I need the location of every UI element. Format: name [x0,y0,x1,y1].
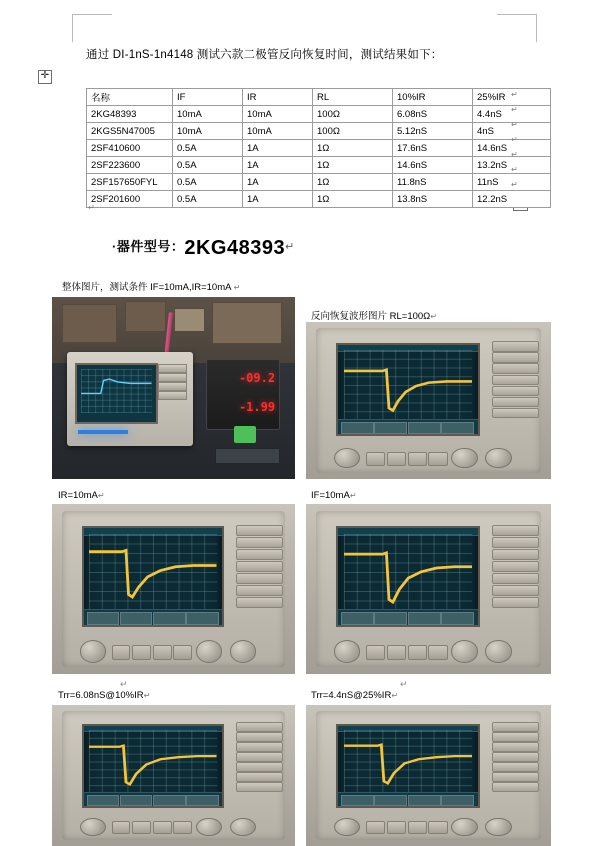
scope-menu-bar [84,609,223,626]
crop-guide-top-right-v [536,14,537,42]
table-header-cell: IR [243,89,313,106]
crop-guide-top-right [497,14,537,15]
table-row [87,191,551,208]
table-cell: 1A [243,140,313,157]
table-cell: 6.08nS [393,106,473,123]
meter-green-indicator [234,426,256,442]
paragraph-mark: ↵ [511,150,518,159]
scope-control-knobs[interactable] [80,813,268,836]
scope-screen [336,724,480,808]
ir-10ma-waveform-photo [52,504,295,674]
table-cell: 0.5A [173,174,243,191]
figure-caption-4: IF=10mA↵ [311,490,357,501]
scope-front-panel [316,511,541,667]
table-cell: 0.5A [173,191,243,208]
meter-reading-bottom: -1.99 [238,399,276,414]
table-cell: 10mA [173,106,243,123]
table-cell: 10mA [243,106,313,123]
table-cell: 12.2nS [473,191,551,208]
bench-box [125,301,166,332]
paragraph-mark: ↵ [400,679,408,689]
table-header-cell: 10%IR [393,89,473,106]
scope-menu-bar [338,609,478,626]
scope-screen [336,343,480,437]
figure-caption-1: 整体图片，测试条件 IF=10mA,IR=10mA ↵ [62,282,241,293]
title-bullet: ·器件型号： [112,239,185,254]
page-title [112,236,295,260]
scope-menu-bar [84,792,223,806]
scope-front-panel [62,511,286,667]
crop-guide-top-left-v [72,14,73,42]
table-cell: 13.2nS [473,157,551,174]
bench-box [212,302,282,344]
paragraph-mark: ↵ [349,491,357,500]
figure-caption-3: IR=10mA↵ [58,490,105,501]
table-row [87,140,551,157]
table-cell: 10mA [243,123,313,140]
table-cell: 2SF223600 [87,157,173,174]
scope-control-knobs[interactable] [334,634,523,662]
scope-side-buttons[interactable] [492,722,537,805]
table-cell: 2KG48393 [87,106,173,123]
crop-guide-top-left [72,14,112,15]
table-cell: 4.4nS [473,106,551,123]
bench-box [62,304,117,342]
paragraph-mark: ↵ [511,165,518,174]
table-cell: 100Ω [313,123,393,140]
instrument-blue-indicator [78,430,129,434]
trr-44ns-waveform-photo [306,705,551,846]
paragraph-mark: ↵ [430,312,437,321]
paragraph-mark: ↵ [511,135,518,144]
table-cell: 1A [243,174,313,191]
table-cell: 1Ω [313,157,393,174]
table-row [87,106,551,123]
bench-box [174,308,205,332]
scope-control-knobs[interactable] [334,813,523,836]
table-cell: 100Ω [313,106,393,123]
meter-reading-top: -09.2 [238,370,276,385]
table-cell: 1A [243,191,313,208]
scope-control-knobs[interactable] [334,442,523,468]
scope-trace [89,534,217,610]
results-table [86,88,551,208]
table-cell: 17.6nS [393,140,473,157]
scope-control-knobs[interactable] [80,634,268,662]
table-cell: 14.6nS [393,157,473,174]
table-header-cell: RL [313,89,393,106]
if-10ma-waveform-photo [306,504,551,674]
table-cell: 4nS [473,123,551,140]
scope-photo [306,322,551,479]
reverse-recovery-waveform-photo [306,322,551,479]
table-header-row [87,89,551,106]
paragraph-mark: ↵ [120,679,128,689]
figure-caption-6: Trr=4.4nS@25%IR↵ [311,690,399,701]
table-cell: 1Ω [313,140,393,157]
table-move-handle[interactable]: ✛ [38,70,52,84]
scope-side-buttons[interactable] [492,525,537,625]
table-cell: 1Ω [313,174,393,191]
table-cell: 10mA [173,123,243,140]
table-header-cell: IF [173,89,243,106]
scope-menu-bar [338,792,478,806]
table-cell: 2KGS5N47005 [87,123,173,140]
table-header-cell: 25%IR [473,89,551,106]
screen-trace [81,369,151,412]
table-cell: 13.8nS [393,191,473,208]
bench-scene [52,297,295,479]
figure-caption-2: 反向恢复波形图片 RL=100Ω↵ [311,311,437,322]
scope-front-panel [62,711,286,841]
instrument-front-panel [67,352,193,447]
table-cell: 0.5A [173,157,243,174]
intro-paragraph: 通过 DI-1nS-1n4148 测试六款二极管反向恢复时间，测试结果如下： [86,49,443,61]
digital-meter [206,359,281,430]
paragraph-mark: ↵ [391,691,399,700]
scope-front-panel [316,711,541,841]
paragraph-mark: ↵ [511,105,518,114]
scope-screen [336,526,480,627]
scope-trace [344,534,473,610]
scope-trace [89,730,217,793]
scope-photo [52,705,295,846]
table-cell: 2SF201600 [87,191,173,208]
paragraph-mark: ↵ [233,283,241,292]
scope-photo [52,504,295,674]
table-header-cell: 名称 [87,89,173,106]
table-cell: 2SF410600 [87,140,173,157]
table-cell: 11.8nS [393,174,473,191]
title-model: 2KG48393 [184,237,286,259]
paragraph-mark: ↵ [285,241,295,253]
scope-photo [306,504,551,674]
table-cell: 14.6nS [473,140,551,157]
table-cell: 1Ω [313,191,393,208]
paragraph-mark: ↵ [511,180,518,189]
scope-menu-bar [338,419,478,434]
table-row [87,157,551,174]
scope-trace [344,730,473,793]
paragraph-mark: ↵ [88,203,95,212]
scope-front-panel [316,328,541,472]
table-row [87,123,551,140]
table-cell: 2SF157650FYL [87,174,173,191]
scope-side-buttons[interactable] [236,525,281,625]
scope-trace [344,350,473,420]
paragraph-mark: ↵ [143,691,151,700]
figure-caption-5: Trr=6.08nS@10%IR↵ [58,690,151,701]
scope-screen [82,526,225,627]
scope-screen [82,724,225,808]
paragraph-mark: ↵ [511,90,518,99]
table-cell: 5.12nS [393,123,473,140]
instrument-screen [75,363,157,424]
trr-608ns-waveform-photo [52,705,295,846]
overall-bench-photo [52,297,295,479]
scope-side-buttons[interactable] [492,341,537,433]
table-cell: 1A [243,157,313,174]
paragraph-mark: ↵ [97,491,105,500]
table-cell: 0.5A [173,140,243,157]
scope-side-buttons[interactable] [236,722,281,805]
scope-photo [306,705,551,846]
table-cell: 11nS [473,174,551,191]
table-row [87,174,551,191]
paragraph-mark: ↵ [511,120,518,129]
